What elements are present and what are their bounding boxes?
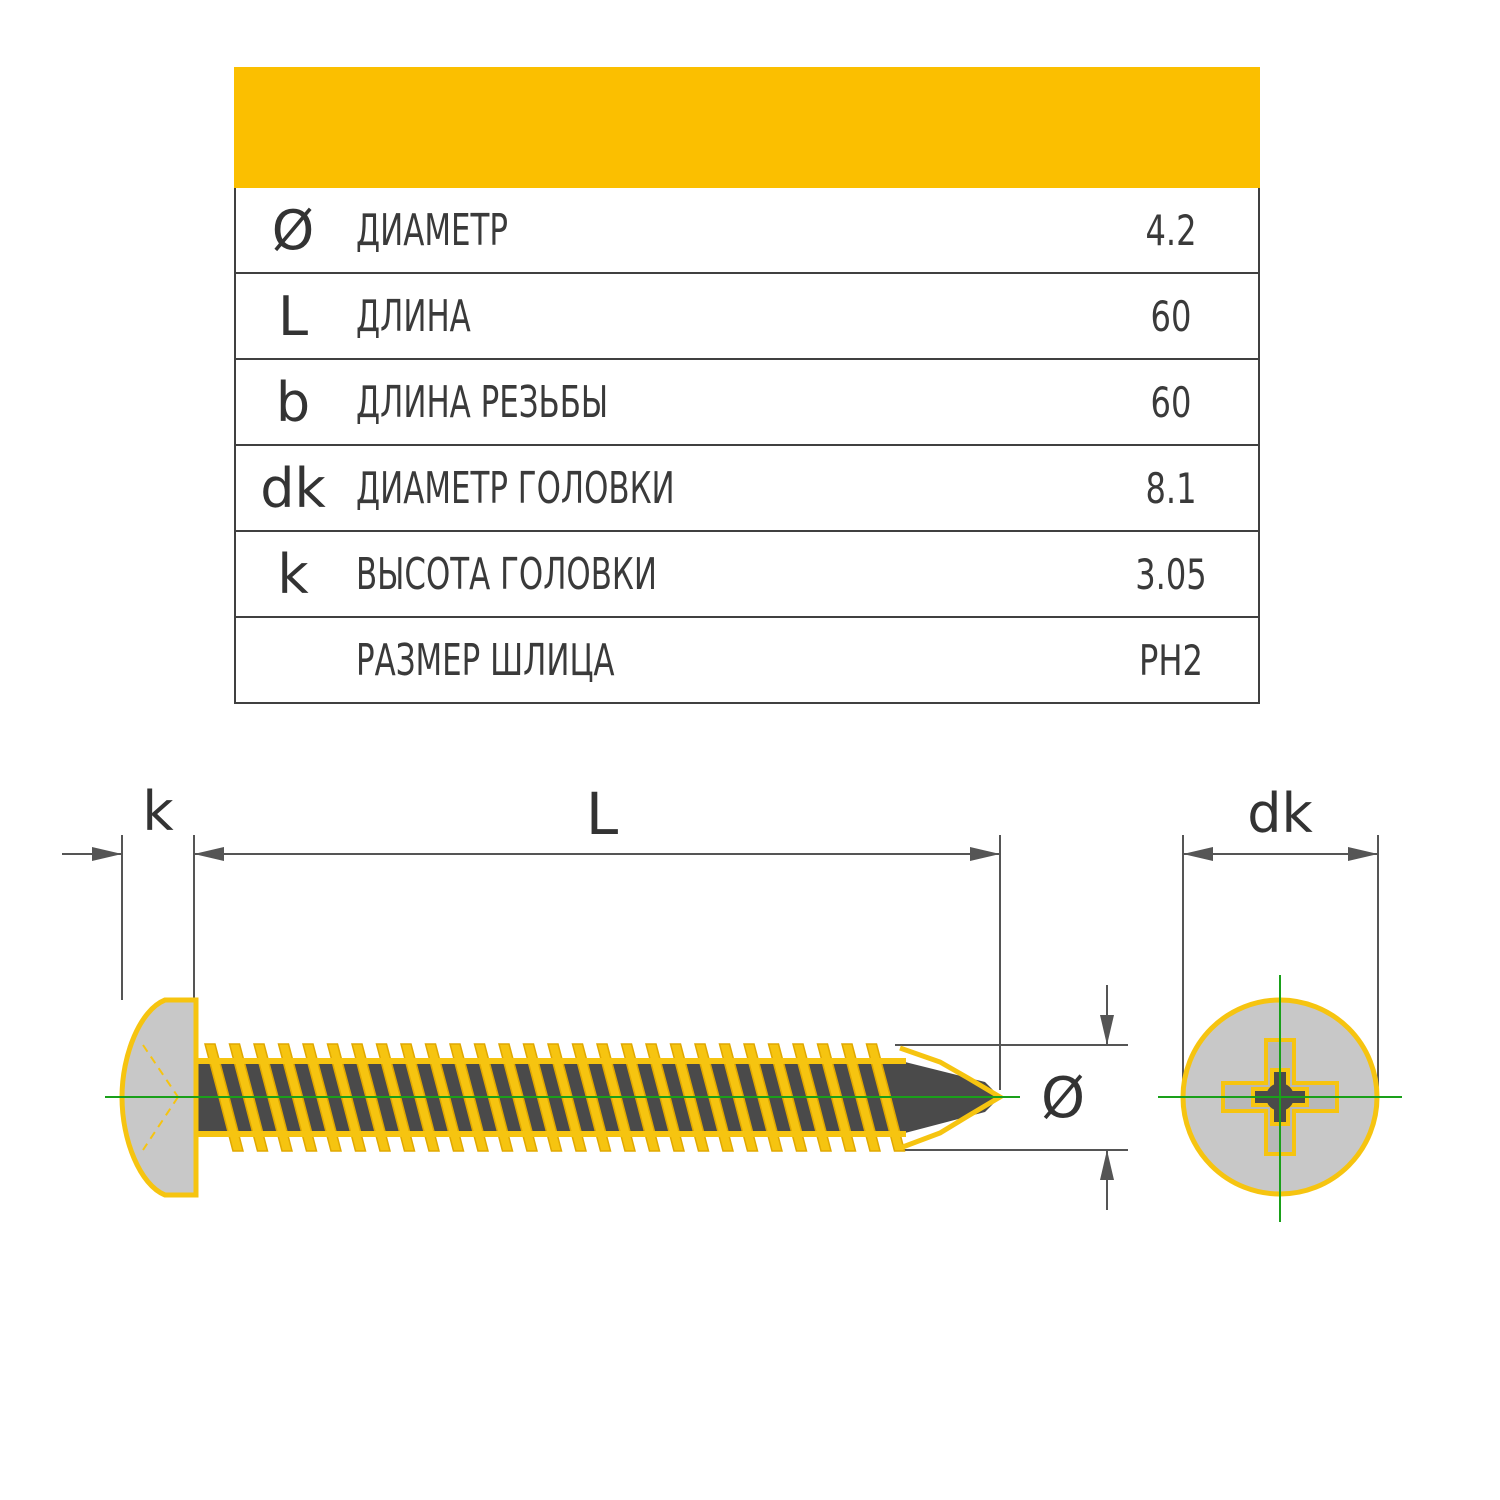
screw-side-view xyxy=(105,1000,1020,1195)
row-symbol: dk xyxy=(260,457,326,520)
row-value: PH2 xyxy=(1139,636,1203,685)
row-name: РАЗМЕР ШЛИЦА xyxy=(356,635,615,686)
label-dk: dk xyxy=(1247,782,1313,845)
row-name: ДЛИНА xyxy=(356,291,471,342)
row-symbol: b xyxy=(275,371,311,434)
row-value: 4.2 xyxy=(1145,206,1197,255)
dimension-lines xyxy=(62,835,1378,1210)
label-L: L xyxy=(585,780,619,848)
row-value: 60 xyxy=(1150,292,1192,341)
row-value: 8.1 xyxy=(1145,464,1197,513)
label-k: k xyxy=(142,780,174,843)
screw-top-view xyxy=(1158,975,1402,1222)
row-value: 3.05 xyxy=(1135,550,1207,599)
row-name: ДИАМЕТР xyxy=(356,205,508,256)
row-name: ДИАМЕТР ГОЛОВКИ xyxy=(356,463,675,514)
row-symbol: Ø xyxy=(271,199,315,262)
thread-root-bottom xyxy=(196,1131,906,1137)
row-value: 60 xyxy=(1150,378,1192,427)
header-background xyxy=(234,67,1260,188)
row-name: ВЫСОТА ГОЛОВКИ xyxy=(356,549,657,600)
thread-root-top xyxy=(196,1058,906,1064)
row-name: ДЛИНА РЕЗЬБЫ xyxy=(356,377,609,428)
row-symbol: L xyxy=(277,285,309,348)
label-diameter: Ø xyxy=(1040,1066,1086,1131)
row-symbol: k xyxy=(277,543,309,606)
